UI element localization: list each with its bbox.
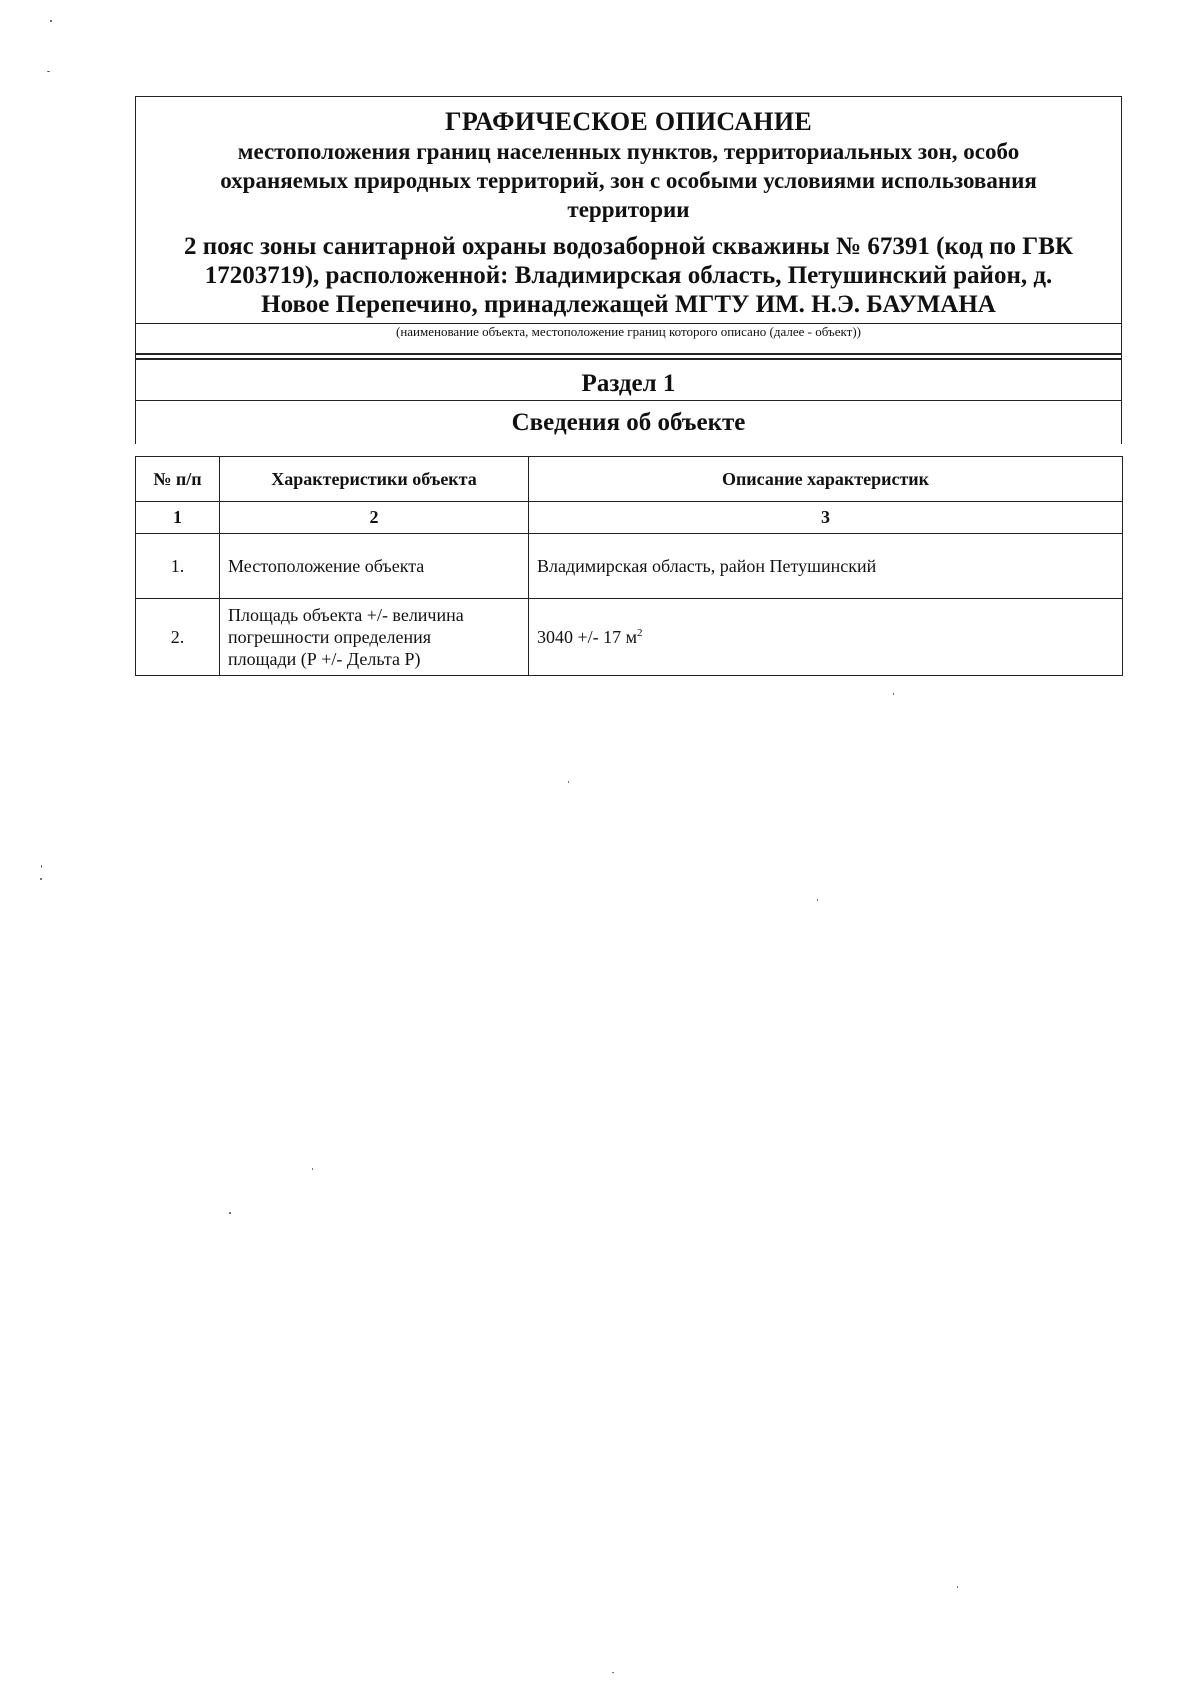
scan-speck — [957, 1586, 958, 1588]
column-number: 1 — [136, 502, 220, 534]
description-cell: Владимирская область, район Петушинский — [529, 534, 1123, 599]
area-value: 3040 +/- 17 м — [537, 626, 638, 647]
characteristic-line: Площадь объекта +/- величина — [228, 605, 464, 625]
scan-speck — [40, 878, 42, 880]
object-name-line: 2 пояс зоны санитарной охраны водозаборной скважины № 67391 (код по ГВК — [183, 233, 1074, 260]
section-title: Раздел 1 — [136, 353, 1121, 400]
subtitle-line: охраняемых природных территорий, зон с особыми условиями использования — [220, 168, 1037, 193]
table-header-row — [136, 457, 1123, 502]
scan-speck — [47, 71, 50, 72]
scan-speck — [312, 1168, 313, 1170]
column-header-description: Описание характеристик — [529, 457, 1123, 502]
column-number-row — [136, 502, 1123, 534]
row-number: 1. — [136, 534, 220, 599]
scan-speck — [41, 865, 42, 868]
object-name-line: 17203719), расположенной: Владимирская область, Петушинский район, д. — [204, 262, 1053, 289]
column-header-number: № п/п — [136, 457, 220, 502]
table-row — [136, 534, 1123, 599]
document-title: ГРАФИЧЕСКОЕ ОПИСАНИЕ — [445, 107, 812, 136]
characteristic-line: погрешности определения — [228, 627, 431, 647]
object-name-line: Новое Перепечино, принадлежащей МГТУ ИМ. Н.Э. БАУМАНА — [261, 291, 996, 318]
characteristic-cell — [220, 534, 529, 599]
table-row — [136, 599, 1123, 676]
subtitle-line: местоположения границ населенных пунктов, территориальных зон, особо — [237, 139, 1020, 164]
characteristic-line: площади (Р +/- Дельта Р) — [228, 649, 421, 669]
subtitle-line: территории — [567, 197, 690, 222]
scan-speck — [229, 1212, 231, 1214]
row-number: 2. — [136, 599, 220, 676]
document-subtitle — [148, 137, 1109, 224]
scan-speck — [50, 20, 52, 22]
scan-speck — [568, 781, 569, 783]
characteristic-cell — [220, 599, 529, 676]
object-info-table — [135, 456, 1123, 676]
area-unit-exponent: 2 — [637, 626, 643, 639]
description-cell — [529, 599, 1123, 676]
characteristic-line: Местоположение объекта — [228, 555, 425, 576]
column-number: 3 — [529, 502, 1123, 534]
section-subtitle: Сведения об объекте — [136, 400, 1121, 444]
column-number: 2 — [220, 502, 529, 534]
object-name — [148, 232, 1109, 323]
scan-speck — [893, 693, 894, 695]
scan-speck — [612, 1672, 614, 1673]
object-caption: (наименование объекта, местоположение границ которого описано (далее - объект)) — [136, 323, 1121, 353]
scan-speck — [817, 899, 818, 901]
title-block — [136, 97, 1121, 323]
column-header-characteristic: Характеристики объекта — [220, 457, 529, 502]
title-frame — [135, 96, 1122, 444]
